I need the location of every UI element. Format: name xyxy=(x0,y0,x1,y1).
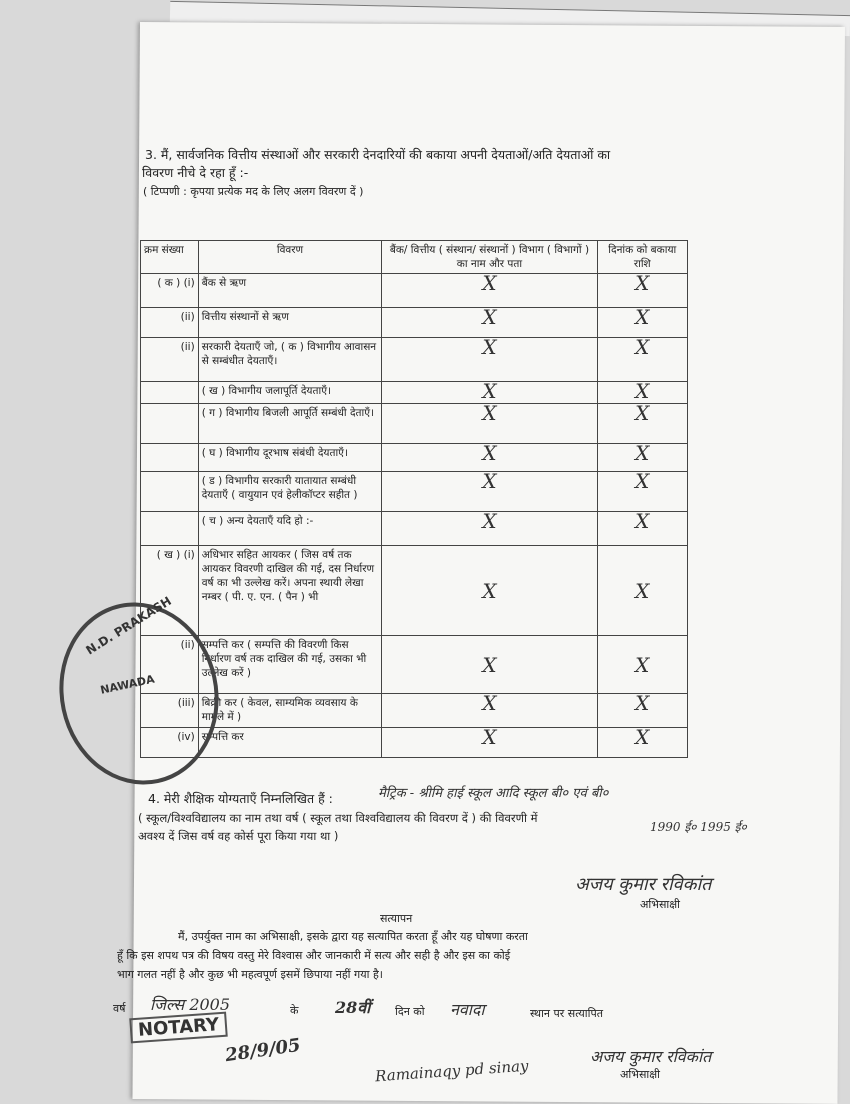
table-row xyxy=(141,274,688,308)
para3-line1: 3. मैं, सार्वजनिक वित्तीय संस्थाओं और सरकारी देनदारियों की बकाया अपनी देयताओं/अति देयताओं का xyxy=(145,147,611,162)
row-num: ( ख ) (i) xyxy=(141,546,199,636)
table-row xyxy=(141,694,688,728)
row-num xyxy=(141,512,199,546)
row-desc: सम्पत्ति कर xyxy=(198,728,382,758)
cross-mark: X xyxy=(482,379,497,403)
header-serial: क्रम संख्या xyxy=(141,241,199,274)
cross-mark: X xyxy=(482,469,497,493)
para3-note: ( टिप्पणी : कृपया प्रत्येक मद के लिए अलग विवरण दें ) xyxy=(143,185,364,198)
cross-mark: X xyxy=(635,379,650,403)
row-num: (ii) xyxy=(141,636,199,694)
qualification-handwritten-2: 1990 ई० 1995 ई० xyxy=(650,820,747,834)
table-row xyxy=(141,636,688,694)
row-desc: वित्तीय संस्थानों से ऋण xyxy=(198,308,382,338)
cross-mark: X xyxy=(635,691,650,715)
cross-mark: X xyxy=(635,401,650,425)
row-num: (iii) xyxy=(141,694,199,728)
row-desc: ( ड ) विभागीय सरकारी यातायात सम्बंधी देयताएँ ( वायुयान एवं हेलीकॉप्टर सहीत ) xyxy=(198,472,382,512)
qualification-handwritten-1: मैट्रिक - श्रीमि हाई स्कूल आदि स्कूल बी० एवं बी० xyxy=(378,786,609,801)
row-num: ( क ) (i) xyxy=(141,274,199,308)
cross-mark: X xyxy=(635,509,650,533)
verification-ke: के xyxy=(290,1004,299,1017)
verification-din-ko: दिन को xyxy=(395,1005,425,1018)
table-header-row xyxy=(141,241,688,274)
row-desc: ( ख ) विभागीय जलापूर्ति देयताएँ। xyxy=(198,382,382,404)
table-row xyxy=(141,308,688,338)
row-num xyxy=(141,444,199,472)
row-desc: ( च ) अन्य देयताएँ यदि हो :- xyxy=(198,512,382,546)
cross-mark: X xyxy=(482,652,497,677)
header-date: दिनांक को बकाया राशि xyxy=(597,241,687,274)
deponent-signature-footer: अजय कुमार रविकांत xyxy=(590,1047,712,1066)
seal-mid-text: NAWADA xyxy=(99,672,156,697)
table-row xyxy=(141,444,688,472)
verification-place-handwritten: नवादा xyxy=(450,1000,485,1019)
row-desc: बैंक से ऋण xyxy=(198,274,382,308)
verification-line1: मैं, उपर्युक्त नाम का अभिसाक्षी, इसके द्वारा यह सत्यापित करता हूँ और यह घोषणा करता xyxy=(178,930,528,943)
verification-title: सत्यापन xyxy=(380,912,413,925)
row-num: (ii) xyxy=(141,308,199,338)
row-desc: बिक्री कर ( केवल, साम्यमिक व्यवसाय के मामले में ) xyxy=(198,694,382,728)
verification-end: स्थान पर सत्यापित xyxy=(530,1007,604,1020)
cross-mark: X xyxy=(635,725,650,749)
deponent-signature: अजय कुमार रविकांत xyxy=(575,874,712,895)
cross-mark: X xyxy=(482,305,497,329)
verification-day-handwritten: 28वीं xyxy=(335,998,371,1017)
row-num: (iv) xyxy=(141,728,199,758)
cross-mark: X xyxy=(482,578,497,603)
row-num xyxy=(141,404,199,444)
cross-mark: X xyxy=(482,335,497,359)
verification-date-handwritten: जिल्स 2005 xyxy=(150,995,231,1014)
table-row xyxy=(141,546,688,636)
cross-mark: X xyxy=(635,652,650,677)
header-bank: बैंक/ वित्तीय ( संस्थान/ संस्थानों ) विभाग ( विभागों ) का नाम और पता xyxy=(382,241,597,274)
seal-top-text: N.D. PRAKASH xyxy=(83,593,174,658)
para4-line2: ( स्कूल/विश्वविद्यालय का नाम तथा वर्ष ( स्कूल तथा विश्वविद्यालय की विवरण दें ) की विवरणी में xyxy=(138,811,538,825)
table-row xyxy=(141,472,688,512)
row-desc: सम्पत्ति कर ( सम्पत्ति की विवरणी किस निर्धारण वर्ष तक दाखिल की गई, उसका भी उल्लेख करें ) xyxy=(198,636,382,694)
verification-line2: हूँ कि इस शपथ पत्र की विषय वस्तु मेरे विश्वास और जानकारी में सत्य और सही है और इस का कोई xyxy=(117,949,511,962)
verification-line3: भाग गलत नहीं है और कुछ भी महत्वपूर्ण इसमें छिपाया नहीं गया है। xyxy=(117,968,383,981)
table-row xyxy=(141,404,688,444)
para4-line1: 4. मेरी शैक्षिक योग्यताएँ निम्नलिखित हैं : xyxy=(148,791,333,806)
liabilities-table xyxy=(140,240,688,758)
cross-mark: X xyxy=(482,725,497,749)
cross-mark: X xyxy=(635,305,650,329)
cross-mark: X xyxy=(482,271,497,295)
header-description: विवरण xyxy=(198,241,382,274)
attesting-signature: Ramainaqy pd sinay xyxy=(374,1056,529,1086)
verification-year-label: वर्ष xyxy=(113,1002,126,1015)
row-num xyxy=(141,382,199,404)
table-row xyxy=(141,512,688,546)
table-row xyxy=(141,728,688,758)
row-desc: ( ग ) विभागीय बिजली आपूर्ति सम्बंधी देताएँ। xyxy=(198,404,382,444)
cross-mark: X xyxy=(482,441,497,465)
deponent-label: अभिसाक्षी xyxy=(640,898,681,911)
table-row xyxy=(141,382,688,404)
cross-mark: X xyxy=(635,469,650,493)
notary-date-handwritten: 28/9/05 xyxy=(223,1034,302,1067)
table-row xyxy=(141,338,688,382)
cross-mark: X xyxy=(635,441,650,465)
row-num xyxy=(141,472,199,512)
cross-mark: X xyxy=(635,578,650,603)
cross-mark: X xyxy=(482,691,497,715)
cross-mark: X xyxy=(635,271,650,295)
row-num: (ii) xyxy=(141,338,199,382)
para3-line2: विवरण नीचे दे रहा हूँ :- xyxy=(142,165,249,180)
cross-mark: X xyxy=(482,401,497,425)
row-desc: सरकारी देयताएँ जो, ( क ) विभागीय आवासन से सम्बंधीत देयताएँ। xyxy=(198,338,382,382)
notary-stamp: NOTARY xyxy=(129,1012,228,1044)
cross-mark: X xyxy=(635,335,650,359)
row-desc: ( घ ) विभागीय दूरभाष संबंधी देयताएँ। xyxy=(198,444,382,472)
para4-line3: अवश्य दें जिस वर्ष वह कोर्स पूरा किया गया था ) xyxy=(138,829,339,843)
cross-mark: X xyxy=(482,509,497,533)
deponent-label-footer: अभिसाक्षी xyxy=(620,1068,661,1081)
row-desc: अधिभार सहित आयकर ( जिस वर्ष तक आयकर विवरणी दाखिल की गई, दस निर्धारण वर्ष का भी उल्लेख करें। अपना स्थायी लेखा नम्बर ( पी. ए. एन. ( पैन ) भी xyxy=(198,546,382,636)
